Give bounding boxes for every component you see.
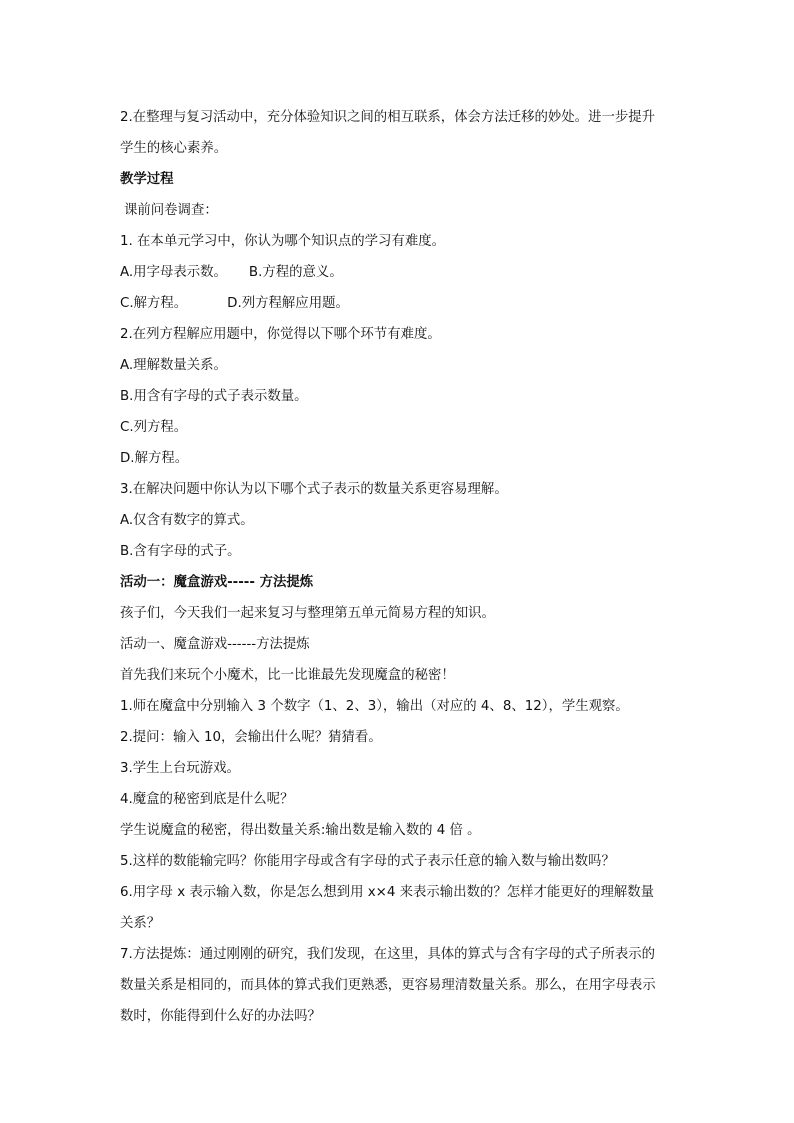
objective-2-line1: 2.在整理与复习活动中，充分体验知识之间的相互联系，体会方法迁移的妙处。进一步提升 — [120, 110, 656, 125]
objective-2-line2: 学生的核心素养。 — [120, 141, 228, 156]
step-2: 2.提问：输入 10，会输出什么呢？猜猜看。 — [120, 730, 382, 745]
step-4-answer: 学生说魔盒的秘密，得出数量关系:输出数是输入数的 4 倍 。 — [120, 823, 481, 838]
step-6-line1: 6.用字母 x 表示输入数，你是怎么想到用 x×4 来表示输出数的？怎样才能更好的理解数量 — [120, 885, 655, 900]
question-3: 3.在解决问题中你认为以下哪个式子表示的数量关系更容易理解。 — [120, 482, 508, 497]
question-3-option-a: A.仅含有数字的算式。 — [120, 513, 254, 528]
lead-paragraph: 首先我们来玩个小魔术，比一比谁最先发现魔盒的秘密！ — [120, 668, 455, 683]
step-1: 1.师在魔盒中分别输入 3 个数字（1、2、3），输出（对应的 4、8、12），学生观察。 — [120, 699, 629, 714]
step-7-line3: 数时，你能得到什么好的办法吗？ — [120, 1009, 321, 1024]
activity-1-heading: 活动一：魔盒游戏----- 方法提炼 — [120, 575, 314, 590]
question-1-option-d: D.列方程解应用题。 — [227, 296, 349, 311]
question-1-option-a: A.用字母表示数。 — [120, 265, 227, 280]
survey-title: 课前问卷调查： — [124, 203, 218, 218]
question-2: 2.在列方程解应用题中，你觉得以下哪个环节有难度。 — [120, 327, 441, 342]
step-4: 4.魔盒的秘密到底是什么呢？ — [120, 792, 294, 807]
document-body — [120, 102, 680, 1032]
question-1-options-ab — [120, 257, 680, 288]
step-3: 3.学生上台玩游戏。 — [120, 761, 240, 776]
question-1-option-c: C.解方程。 — [120, 296, 188, 311]
step-7-line2: 数量关系是相同的，而具体的算式我们更熟悉，更容易理清数量关系。那么，在用字母表示 — [120, 978, 656, 993]
question-1-options-cd — [120, 288, 680, 319]
section-heading: 教学过程 — [120, 172, 174, 187]
question-2-option-c: C.列方程。 — [120, 420, 188, 435]
question-2-option-d: D.解方程。 — [120, 451, 189, 466]
step-6-line2: 关系？ — [120, 916, 161, 931]
question-1-option-b: B.方程的意义。 — [248, 265, 343, 280]
step-5: 5.这样的数能输完吗？你能用字母或含有字母的式子表示任意的输入数与输出数吗？ — [120, 854, 615, 869]
question-1: 1. 在本单元学习中，你认为哪个知识点的学习有难度。 — [120, 234, 446, 249]
intro-paragraph: 孩子们，今天我们一起来复习与整理第五单元简易方程的知识。 — [120, 606, 495, 621]
question-2-option-a: A.理解数量关系。 — [120, 358, 227, 373]
question-2-option-b: B.用含有字母的式子表示数量。 — [120, 389, 308, 404]
activity-1-subheading: 活动一、魔盒游戏------方法提炼 — [120, 637, 310, 652]
question-3-option-b: B.含有字母的式子。 — [120, 544, 241, 559]
step-7-line1: 7.方法提炼：通过刚刚的研究，我们发现，在这里，具体的算式与含有字母的式子所表示的 — [120, 947, 656, 962]
